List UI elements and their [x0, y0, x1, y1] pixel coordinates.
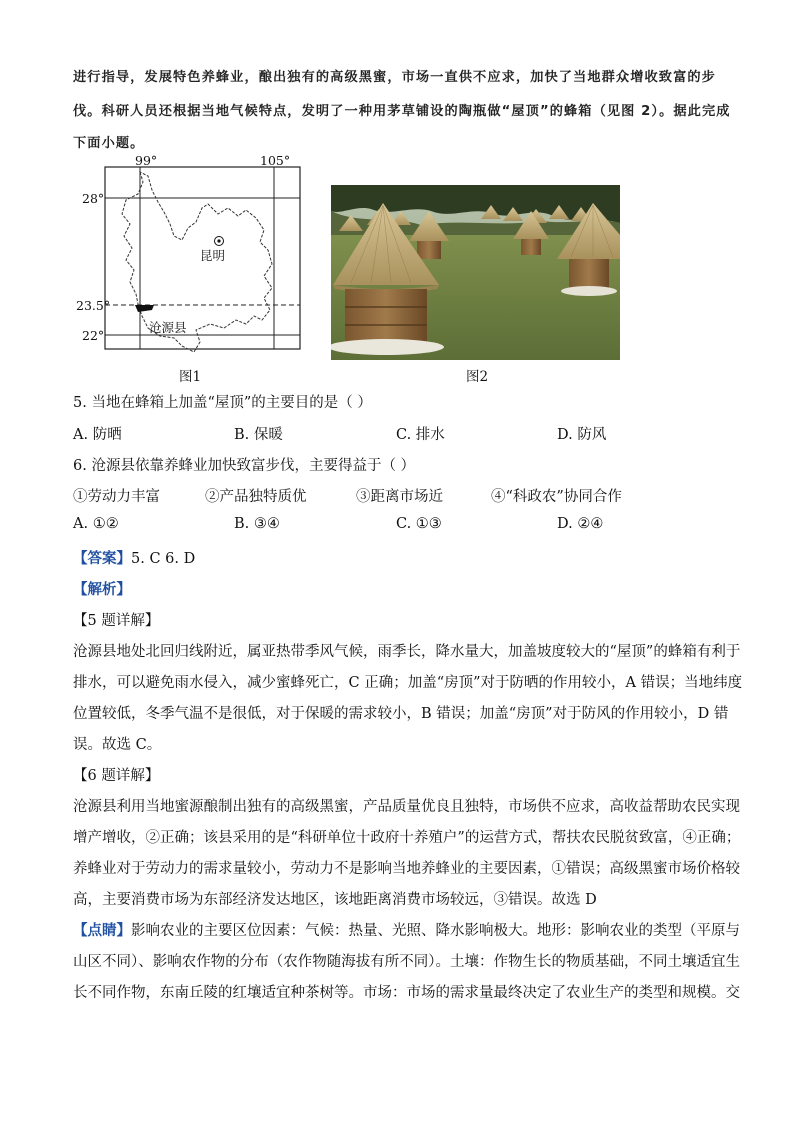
detail-6-heading: 【6 题详解】 [73, 768, 160, 784]
q6-option-c[interactable]: C. ①③ [396, 516, 442, 532]
q6-option-d[interactable]: D. ②④ [557, 516, 604, 532]
q6-option-a[interactable]: A. ①② [73, 516, 119, 532]
question-5-stem: 5. 当地在蜂箱上加盖“屋顶”的主要目的是（ ） [73, 395, 372, 411]
q5-option-c[interactable]: C. 排水 [396, 427, 445, 443]
q5-option-d[interactable]: D. 防风 [557, 427, 607, 443]
detail-6-line-1: 沧源县利用当地蜜源酿制出独有的高级黑蜜，产品质量优良且独特，市场供不应求，高收益帮助农民实现 [73, 799, 740, 815]
q6-statement-3: ③距离市场近 [356, 489, 443, 505]
detail-5-line-3: 位置较低，冬季气温不是很低，对于保暖的需求较小，B 错误；加盖“房顶”对于防风的作用较小，D 错 [73, 706, 729, 722]
answer-tag: 【答案】 [73, 550, 131, 567]
detail-6-line-2: 增产增收，②正确；该县采用的是“科研单位十政府十养殖户”的运营方式，帮扶农民脱贫致富，④正确； [73, 830, 741, 846]
q5-option-b[interactable]: B. 保暖 [234, 427, 283, 443]
detail-6-line-3: 养蜂业对于劳动力的需求量较小，劳动力不是影响当地养蜂业的主要因素，①错误；高级黑蜜市场价格较 [73, 861, 740, 877]
analysis-tag-line [73, 578, 131, 599]
map-label-lat-28: 28° [82, 191, 105, 206]
figure-1-map [78, 152, 308, 382]
map-label-lon-99: 99° [135, 153, 158, 168]
analysis-tag: 【解析】 [73, 581, 131, 598]
detail-5-line-4: 误。故选 C。 [73, 737, 162, 753]
q6-statement-2: ②产品独特质优 [205, 489, 307, 505]
intro-line-2: 伐。科研人员还根据当地气候特点，发明了一种用茅草铺设的陶瓶做“屋顶”的蜂箱（见图 2）。据此完成 [73, 104, 731, 119]
intro-line-3: 下面小题。 [73, 136, 145, 151]
tip-line-3: 长不同作物，东南丘陵的红壤适宜种茶树等。市场：市场的需求量最终决定了农业生产的类型和规模。交 [73, 985, 740, 1001]
map-label-lat-23-5: 23.5° [76, 298, 111, 313]
detail-6-line-4: 高，主要消费市场为东部经济发达地区，该地距离消费市场较远，③错误。故选 D [73, 892, 597, 908]
intro-line-1: 进行指导，发展特色养蜂业，酿出独有的高级黑蜜，市场一直供不应求，加快了当地群众增收致富的步 [73, 70, 716, 85]
tip-line-1 [73, 919, 740, 940]
map-label-cangyuan: 沧源县 [149, 320, 187, 335]
detail-5-line-1: 沧源县地处北回归线附近，属亚热带季风气候，雨季长，降水量大，加盖坡度较大的“屋顶”的蜂箱有利于 [73, 644, 741, 660]
tip-tag: 【点睛】 [73, 922, 131, 939]
question-6-stem: 6. 沧源县依靠养蜂业加快致富步伐，主要得益于（ ） [73, 458, 416, 474]
detail-5-heading: 【5 题详解】 [73, 613, 160, 629]
tip-line-2: 山区不同）、影响农作物的分布（农作物随海拔有所不同）。土壤：作物生长的物质基础，不同土壤适宜生 [73, 954, 740, 970]
q5-option-a[interactable]: A. 防晒 [73, 427, 122, 443]
answer-line [73, 547, 195, 568]
detail-5-line-2: 排水，可以避免雨水侵入，减少蜜蜂死亡，C 正确；加盖“房顶”对于防晒的作用较小，A 错误；当地纬度 [73, 675, 743, 691]
figure-2-photo [331, 185, 620, 360]
q6-statement-1: ①劳动力丰富 [73, 489, 160, 505]
q6-option-b[interactable]: B. ③④ [234, 516, 280, 532]
answer-text: 5. C 6. D [131, 551, 196, 567]
map-label-kunming: 昆明 [200, 248, 226, 263]
q6-statement-4: ④“科政农”协同合作 [491, 489, 622, 505]
figure-1-caption: 图1 [179, 369, 202, 385]
figure-2-caption: 图2 [466, 369, 489, 385]
map-label-lon-105: 105° [260, 153, 291, 168]
map-label-lat-22: 22° [82, 328, 105, 343]
tip-text-1: 影响农业的主要区位因素：气候：热量、光照、降水影响极大。地形：影响农业的类型（平原与 [131, 923, 740, 939]
